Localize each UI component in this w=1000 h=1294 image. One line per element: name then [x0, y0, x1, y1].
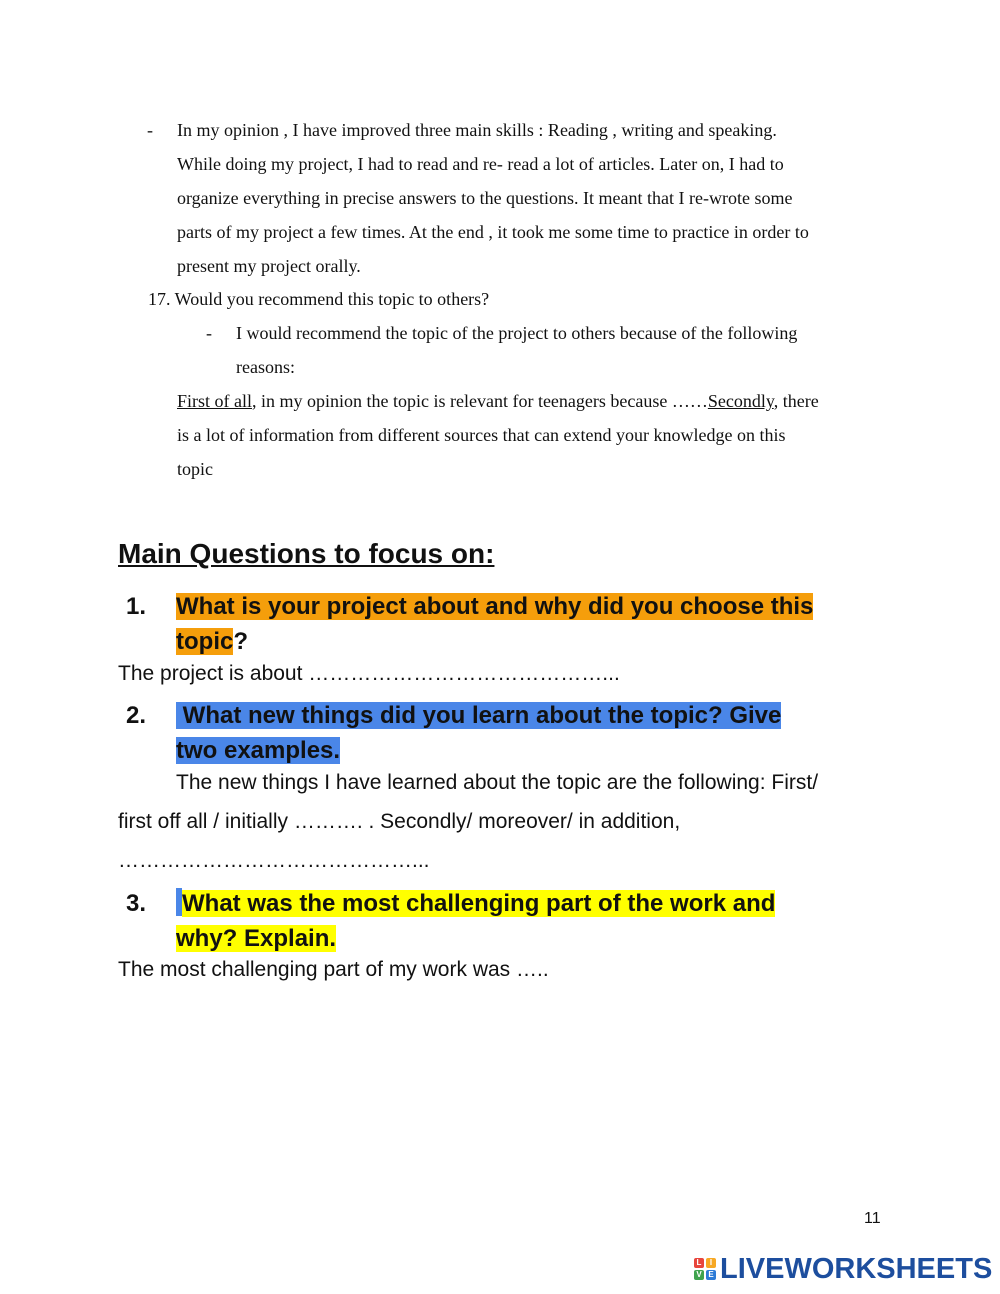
prev-answer-line: In my opinion , I have improved three main skills : Reading , writing and speaking.	[177, 120, 777, 140]
secondly-text: Secondly	[707, 391, 774, 411]
question-3-line1: What was the most challenging part of the work and	[182, 890, 776, 917]
logo-square: V	[694, 1270, 704, 1280]
question-3-text	[176, 886, 876, 956]
q17-paragraph-line: topic	[177, 459, 213, 479]
q17-paragraph-line	[177, 384, 819, 418]
question-2-line1: What new things did you learn about the topic? Give	[176, 702, 782, 729]
answer-2-line: ……………………………………...	[118, 849, 430, 872]
answer-1: The project is about ……………………………………...	[118, 662, 620, 685]
para-text: , there	[773, 391, 819, 411]
answer-3: The most challenging part of my work was …..	[118, 958, 549, 981]
logo-square: I	[706, 1258, 716, 1268]
section-heading: Main Questions to focus on:	[118, 538, 495, 569]
prev-answer-line: While doing my project, I had to read and re- read a lot of articles. Later on, I had to	[177, 154, 784, 174]
question-number: 1.	[126, 593, 147, 620]
q17-answer-line: I would recommend the topic of the project to others because of the following	[236, 323, 798, 343]
para-text: , in my opinion the topic is relevant for teenagers because ……	[252, 391, 708, 411]
brand-logo[interactable]	[694, 1252, 992, 1286]
prev-answer-line: present my project orally.	[177, 256, 361, 276]
answer-2-line: first off all / initially ………. . Secondly/ moreover/ in addition,	[118, 810, 681, 833]
answer-2-line: The new things I have learned about the topic are the following: First/	[176, 771, 819, 794]
question-2-text	[176, 698, 876, 768]
first-of-all-text: First of all	[177, 391, 252, 411]
page-number: 11	[864, 1210, 881, 1227]
prev-answer-line: parts of my project a few times. At the end , it took me some time to practice in order to	[177, 222, 809, 242]
question-1-text	[176, 589, 876, 659]
bullet-dash: -	[147, 120, 153, 140]
brand-name: LIVEWORKSHEETS	[720, 1252, 993, 1285]
question-3-line2: why? Explain.	[176, 925, 337, 952]
q17-paragraph-line: is a lot of information from different sources that can extend your knowledge on this	[177, 425, 786, 445]
question-number: 2.	[126, 702, 147, 729]
logo-square: L	[694, 1258, 704, 1268]
question-1-line2-rest: ?	[233, 628, 248, 655]
bullet-dash: -	[206, 323, 212, 343]
prev-answer-line: organize everything in precise answers to the questions. It meant that I re-wrote some	[177, 188, 793, 208]
question-number: 3.	[126, 890, 147, 917]
q17-answer-line: reasons:	[236, 357, 295, 377]
question-17-label: 17. Would you recommend this topic to others?	[148, 289, 490, 309]
logo-square: E	[706, 1270, 716, 1280]
question-2-line2: two examples.	[176, 737, 341, 764]
liveworksheets-icon	[694, 1258, 716, 1280]
question-1-line1: What is your project about and why did you choose this	[176, 593, 814, 620]
question-1-line2-highlight: topic	[176, 628, 234, 655]
